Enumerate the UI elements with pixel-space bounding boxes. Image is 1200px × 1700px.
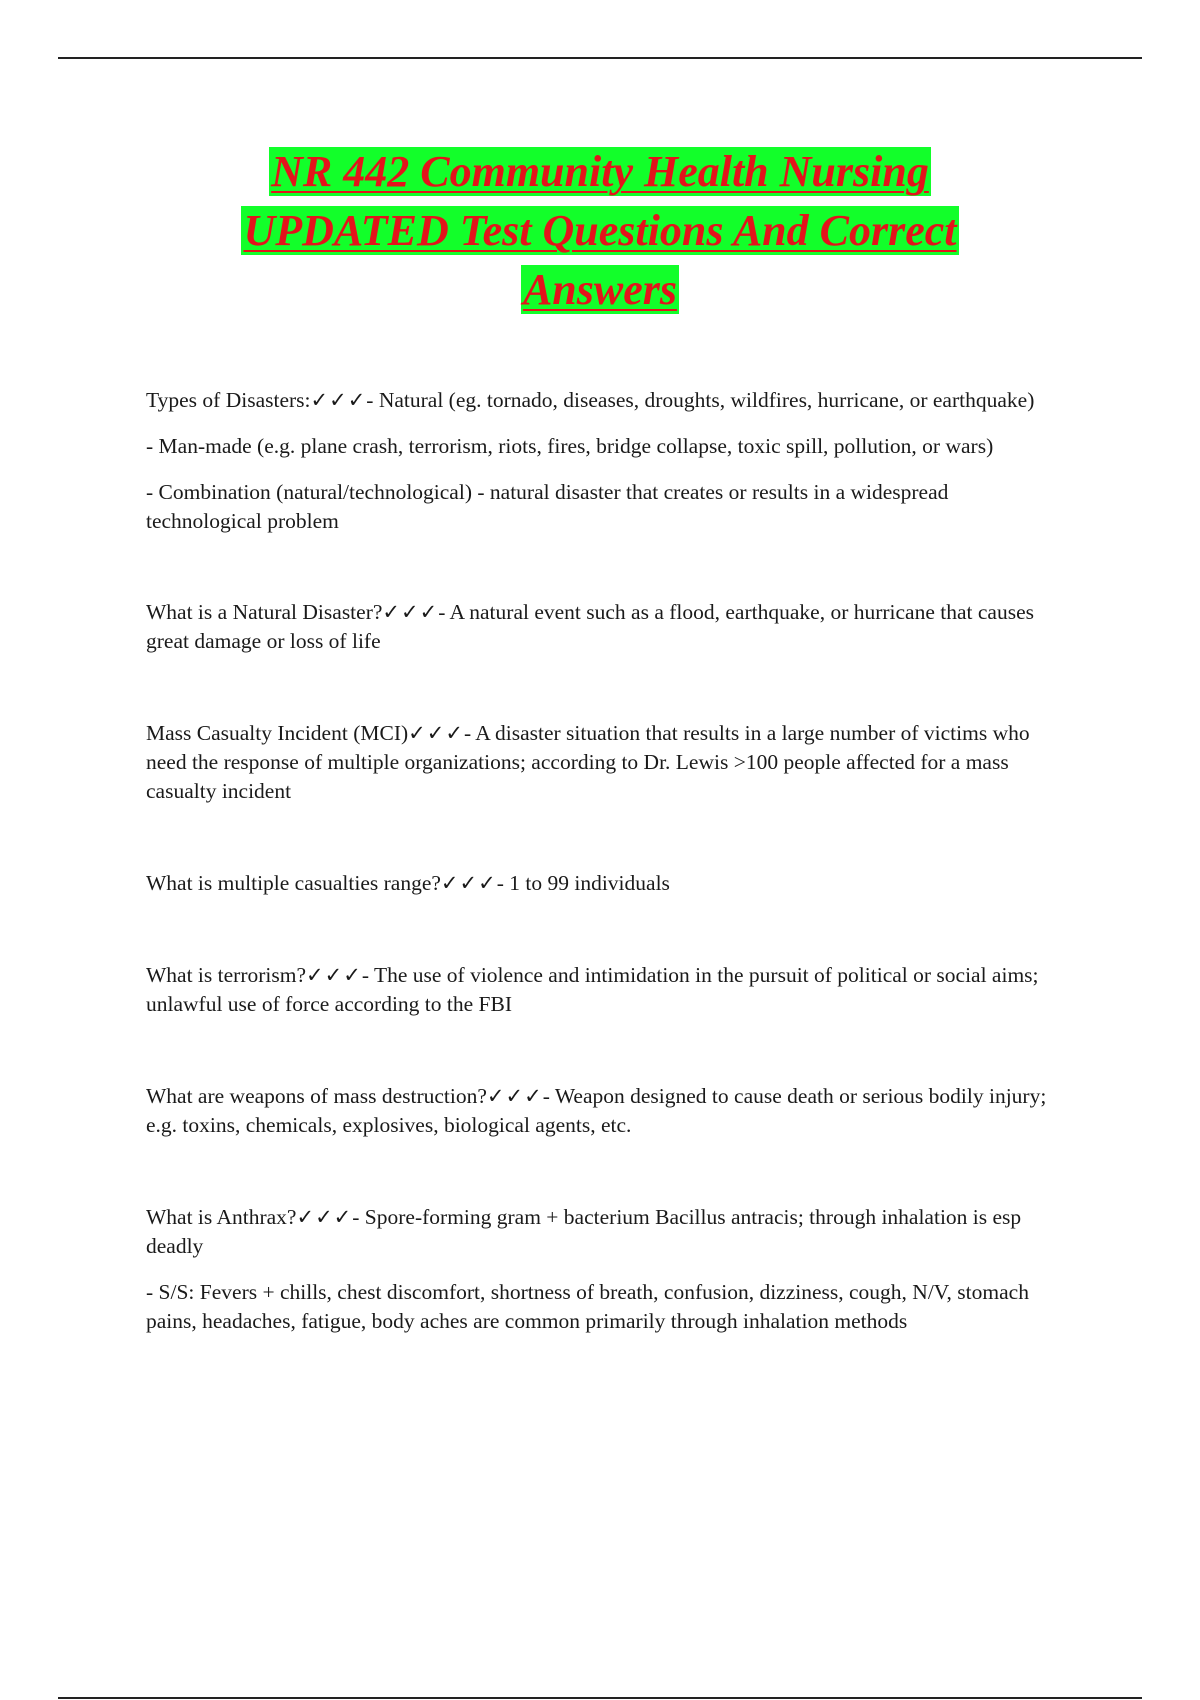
qa-answer-continuation: - S/S: Fevers + chills, chest discomfort, shortness of breath, confusion, dizziness, cough, N/V, stomach pains, headaches, fatigue, body aches are common primarily through inhalation methods	[146, 1280, 1029, 1333]
qa-entry	[146, 869, 1066, 898]
qa-entry	[146, 1203, 1066, 1336]
qa-term: What is a Natural Disaster?	[146, 600, 383, 624]
checkmark-icon: ✓✓✓	[310, 388, 367, 412]
title-line-2: UPDATED Test Questions And Correct	[243, 206, 957, 255]
footer-rule	[58, 1697, 1142, 1699]
qa-answer-continuation: - Man-made (e.g. plane crash, terrorism, riots, fires, bridge collapse, toxic spill, pollution, or wars)	[146, 434, 994, 458]
qa-question	[146, 869, 1066, 898]
title-line-3: Answers	[522, 265, 678, 314]
qa-term: What is terrorism?	[146, 963, 307, 987]
qa-question	[146, 1082, 1066, 1140]
qa-term: What are weapons of mass destruction?	[146, 1084, 487, 1108]
qa-term: What is multiple casualties range?	[146, 871, 441, 895]
qa-answer: - A natural event such as a flood, earthquake, or hurricane that causes great damage or loss of life	[146, 600, 1034, 653]
qa-question	[146, 386, 1066, 415]
qa-entry	[146, 598, 1066, 656]
qa-answer: - Spore-forming gram + bacterium Bacillus antracis; through inhalation is esp deadly	[146, 1205, 1022, 1258]
qa-answer: - A disaster situation that results in a large number of victims who need the response of multiple organizations; according to Dr. Lewis >100 people affected for a mass casualty incident	[146, 721, 1030, 803]
header-rule	[58, 57, 1142, 59]
qa-term: Types of Disasters:	[146, 388, 311, 412]
qa-question	[146, 1203, 1066, 1261]
document-title	[100, 142, 1100, 319]
checkmark-icon: ✓✓✓	[306, 963, 362, 987]
qa-answer-continuation: - Combination (natural/technological) - natural disaster that creates or results in a widespread technological problem	[146, 480, 949, 533]
qa-question	[146, 719, 1066, 806]
checkmark-icon: ✓✓✓	[408, 721, 464, 745]
checkmark-icon: ✓✓✓	[486, 1084, 543, 1108]
qa-answer: - Natural (eg. tornado, diseases, droughts, wildfires, hurricane, or earthquake)	[366, 388, 1035, 412]
qa-term: Mass Casualty Incident (MCI)	[146, 721, 409, 745]
qa-entry	[146, 386, 1066, 536]
qa-answer: - 1 to 99 individuals	[496, 871, 670, 895]
qa-entry	[146, 961, 1066, 1019]
qa-question	[146, 598, 1066, 656]
qa-entry	[146, 719, 1066, 806]
qa-entry	[146, 1082, 1066, 1140]
checkmark-icon: ✓✓✓	[440, 871, 497, 895]
qa-question	[146, 961, 1066, 1019]
qa-answer: - The use of violence and intimidation in the pursuit of political or social aims; unlawful use of force according to the FBI	[146, 963, 1039, 1016]
qa-answer: - Weapon designed to cause death or serious bodily injury; e.g. toxins, chemicals, explosives, biological agents, etc.	[146, 1084, 1047, 1137]
qa-term: What is Anthrax?	[146, 1205, 297, 1229]
checkmark-icon: ✓✓✓	[296, 1205, 353, 1229]
qa-content	[146, 386, 1066, 1336]
checkmark-icon: ✓✓✓	[382, 600, 439, 624]
title-line-1: NR 442 Community Health Nursing	[271, 147, 929, 196]
